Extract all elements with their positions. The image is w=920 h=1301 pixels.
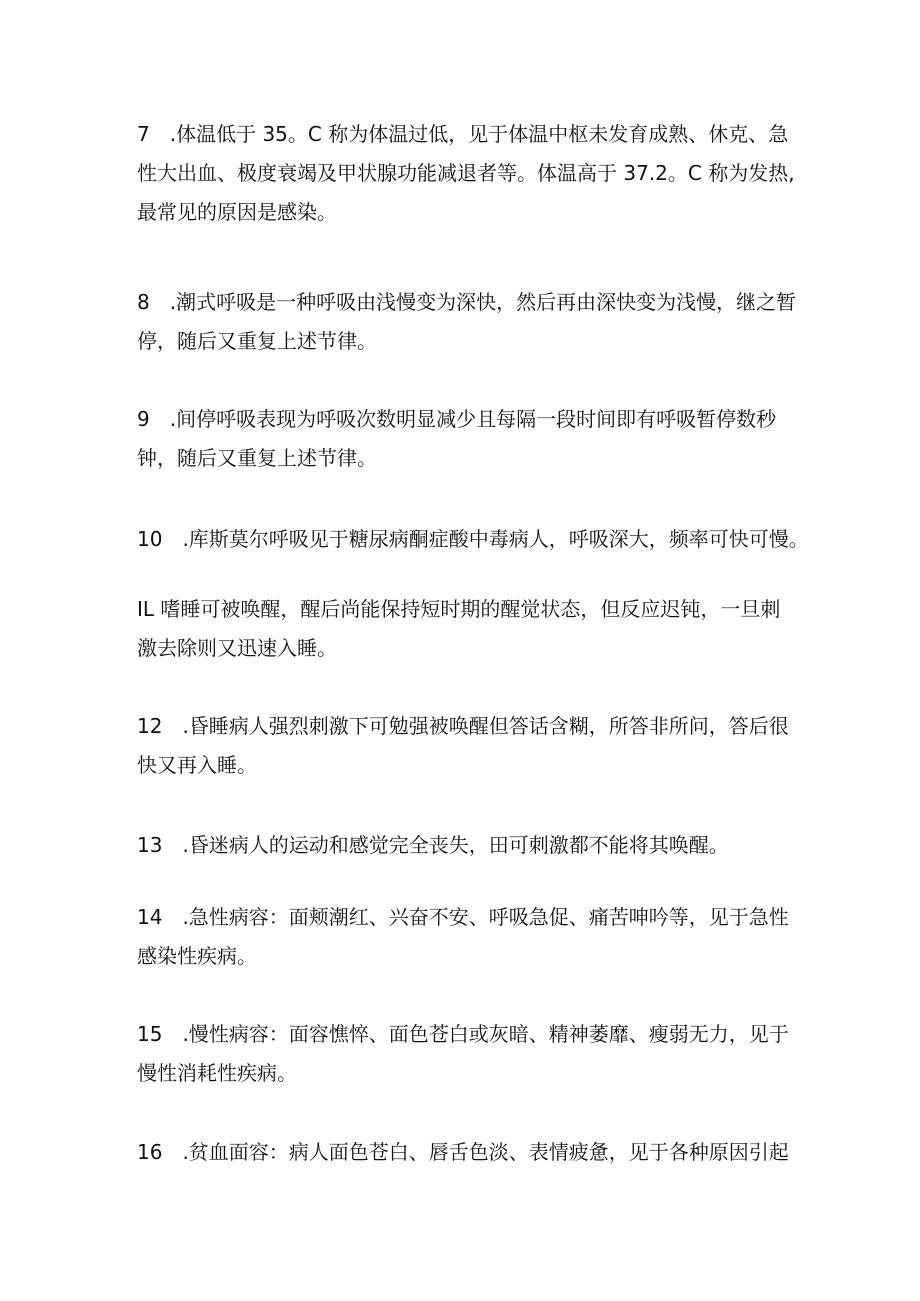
paragraph-line: 激去除则又迅速入睡。 (137, 636, 337, 660)
paragraph-line: 10 .库斯莫尔呼吸见于糖尿病酮症酸中毒病人，呼吸深大，频率可快可慢。 (137, 527, 809, 551)
paragraph-line: 7 .体温低于 35。C 称为体温过低，见于体温中枢未发育成熟、休克、急 (137, 122, 789, 146)
paragraph-item-15 (137, 1015, 797, 1093)
paragraph-item-7 (137, 115, 797, 232)
paragraph-line: 快又再入睡。 (137, 753, 257, 777)
paragraph-line: 16 .贫血面容：病人面色苍白、唇舌色淡、表情疲惫，见于各种原因引起 (137, 1140, 789, 1164)
paragraph-line: 15 .慢性病容：面容憔悴、面色苍白或灰暗、精神萎靡、瘦弱无力，见于 (137, 1022, 789, 1046)
paragraph-item-14 (137, 898, 797, 976)
paragraph-item-9 (137, 400, 797, 478)
paragraph-line: 慢性消耗性疾病。 (137, 1061, 297, 1085)
paragraph-line: 最常见的原因是感染。 (137, 200, 337, 224)
paragraph-line: 9 .间停呼吸表现为呼吸次数明显减少且每隔一段时间即有呼吸暂停数秒 (137, 407, 777, 431)
paragraph-item-12 (137, 707, 797, 785)
paragraph-line: 14 .急性病容：面颊潮红、兴奋不安、呼吸急促、痛苦呻吟等，见于急性 (137, 905, 789, 929)
paragraph-line: 钟，随后又重复上述节律。 (137, 446, 377, 470)
paragraph-line: 13 .昏迷病人的运动和感觉完全丧失，田可刺激都不能将其唤醒。 (137, 833, 729, 857)
paragraph-line: 8 .潮式呼吸是一种呼吸由浅慢变为深快，然后再由深快变为浅慢，继之暂 (137, 290, 797, 314)
paragraph-line: IL 嗜睡可被唤醒，醒后尚能保持短时期的醒觉状态，但反应迟钝，一旦刺 (137, 597, 781, 621)
paragraph-item-16 (137, 1133, 797, 1172)
paragraph-line: 性大出血、极度衰竭及甲状腺功能减退者等。体温高于 37.2。C 称为发热, (137, 161, 795, 185)
paragraph-item-8 (137, 283, 797, 361)
paragraph-line: 12 .昏睡病人强烈刺激下可勉强被唤醒但答话含糊，所答非所问，答后很 (137, 714, 789, 738)
paragraph-line: 停，随后又重复上述节律。 (137, 329, 377, 353)
paragraph-line: 感染性疾病。 (137, 944, 257, 968)
paragraph-item-11 (137, 590, 797, 668)
paragraph-item-10 (137, 520, 809, 559)
paragraph-item-13 (137, 826, 797, 865)
